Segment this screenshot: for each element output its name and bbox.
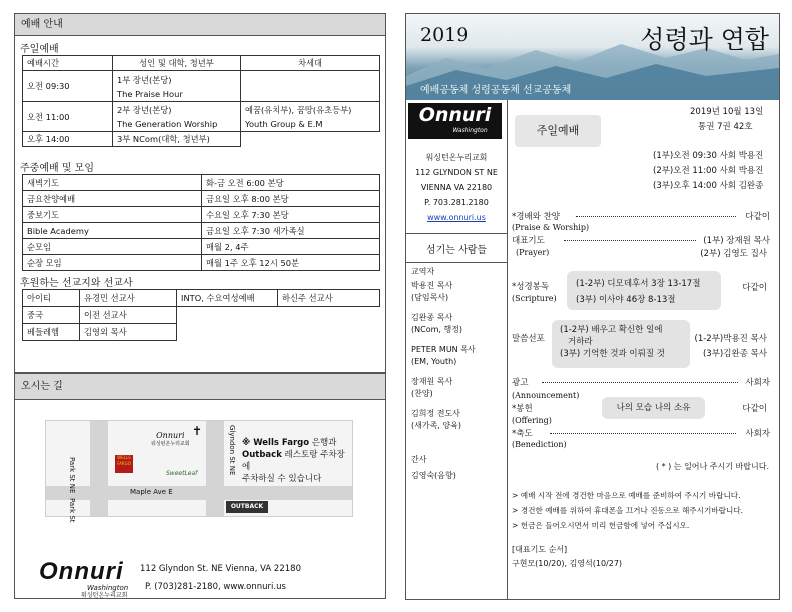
order-benediction-line (512, 427, 770, 439)
church-map-korean: 워싱턴온누리교회 (151, 441, 190, 447)
time-cell: 오후 14:00 (23, 132, 113, 147)
order-scripture-en: (Scripture) (512, 294, 557, 303)
cell-line: 2부 장년(본당) (117, 105, 172, 115)
column-header: 차세대 (241, 56, 380, 71)
meeting-time: 금요일 오후 8:00 본당 (202, 191, 380, 207)
servant-role: (EM, Youth) (411, 357, 457, 366)
sermon-preacher: (3부)김완종 목사 (702, 349, 767, 359)
scripture-box (567, 271, 721, 310)
order-offering-label: *봉헌 (512, 404, 533, 414)
cell-line: The Generation Worship (117, 119, 218, 129)
sermon-line: (3부) 기억한 것과 이뤄질 것 (560, 349, 665, 359)
service-time-line: (3부)오후 14:00 사회 김완종 (653, 181, 764, 191)
banner-year: 2019 (420, 24, 469, 46)
servant-name: 박용진 목사 (411, 281, 453, 290)
missionary-name: 하신주 선교사 (278, 290, 380, 307)
dotted-leader (576, 216, 736, 217)
service-title-box (515, 115, 601, 147)
prayer-order-title: [대표기도 순서] (512, 545, 568, 554)
parking-note-line (242, 437, 352, 449)
order-offering-en: (Offering) (512, 416, 552, 425)
order-announcement-en: (Announcement) (512, 391, 580, 400)
table-row (23, 132, 380, 147)
worship-info-title: 예배 안내 (21, 19, 63, 30)
church-map-name: Onnuri (156, 431, 185, 440)
time-cell: 오전 09:30 (23, 71, 113, 102)
offering-song-box (602, 397, 705, 419)
servants-title: 섬기는 사람들 (425, 245, 488, 256)
order-praise: *경배와 찬양 (512, 212, 561, 222)
notice-line: > 경건한 예배를 위하여 휴대폰을 끄거나 진동으로 해주시기바랍니다. (512, 506, 744, 515)
banner-title: 성령과 연합 (640, 25, 769, 54)
church-address: 112 Glyndon St. NE Vienna, VA 22180 (140, 564, 301, 574)
adult-cell: 3부 NCom(대학, 청년부) (113, 132, 241, 147)
cell-line: 예꿈(유치부), 꿈땅(유초등부) (245, 105, 352, 115)
sermon-box (552, 320, 690, 368)
servant-name: 김완종 목사 (411, 313, 453, 322)
next-gen-cell (241, 102, 380, 132)
servants-divider (406, 262, 507, 263)
empty-cell (278, 324, 380, 341)
order-benediction-text: 축도 (516, 429, 533, 439)
meeting-name: Bible Academy (23, 223, 202, 239)
prayer-order: 구현모(10/20), 김영석(10/27) (512, 559, 623, 568)
order-prayer-who: (2부) 김영도 집사 (700, 249, 767, 259)
meeting-time: 금요일 오후 7:30 새가족실 (202, 223, 380, 239)
wells-fargo-text: WELLS FARGO (117, 455, 131, 466)
sidebar-logo-sub: Washington (452, 127, 488, 134)
bulletin-banner (406, 14, 779, 100)
worship-info-header (15, 14, 385, 36)
scripture-line: (1-2부) 디모데후서 3장 13-17절 (576, 279, 701, 289)
table-row (23, 239, 380, 255)
church-name: 워싱턴온누리교회 (425, 153, 488, 162)
sidebar-logo-text: Onnuri (418, 104, 492, 126)
sermon-preacher: (1-2부)박용진 목사 (694, 334, 767, 344)
outback-logo (226, 501, 268, 513)
servants-divider (406, 233, 507, 234)
onnuri-logo (39, 560, 128, 600)
table-row (23, 223, 380, 239)
service-time-line: (1부)오전 09:30 사회 박용진 (653, 151, 764, 161)
table-row (23, 71, 380, 102)
church-sidebar (406, 100, 508, 599)
notices (512, 488, 743, 533)
table-row (23, 324, 380, 341)
order-prayer-en: (Prayer) (516, 248, 550, 257)
parking-note (242, 437, 352, 485)
order-scripture-who: 다같이 (742, 283, 767, 293)
order-announcement-who: 사회자 (745, 378, 770, 388)
column-header: 예배시간 (23, 56, 113, 71)
meeting-name: 순모임 (23, 239, 202, 255)
park-street-road (90, 421, 108, 516)
cell-line: Youth Group & E.M (245, 119, 323, 129)
meeting-name: 순장 모임 (23, 255, 202, 271)
table-row (23, 102, 380, 132)
glyndon-street-label: Glyndon St NE (228, 425, 236, 476)
order-offering-who: 다같이 (742, 404, 767, 414)
meeting-name: 중보기도 (23, 207, 202, 223)
order-scripture-text: 성경봉독 (516, 282, 550, 292)
weekday-title: 주중예배 및 모임 (20, 163, 94, 174)
order-offering-text: 봉헌 (516, 404, 533, 414)
offering-song: 나의 모습 나의 소유 (616, 403, 691, 413)
meeting-time: 화-금 오전 6:00 본당 (202, 175, 380, 191)
parking-note-line: 주차하실 수 있습니다 (242, 474, 322, 484)
dotted-leader (550, 433, 736, 434)
servant-name: 김영숙(음향) (411, 471, 456, 480)
directions-map (45, 420, 353, 523)
scripture-line: (3부) 이사야 46장 8-13절 (576, 295, 676, 305)
notice-line: > 예배 시작 전에 경건한 마음으로 예배를 준비하여 주시기 바랍니다. (512, 491, 741, 500)
servant-role: 간사 (411, 455, 427, 464)
table-row (23, 175, 380, 191)
mission-table (22, 289, 380, 341)
order-benediction-label: *축도 (512, 429, 533, 439)
worship-info-panel (14, 13, 386, 373)
missionary-name: 김영외 목사 (80, 324, 177, 341)
church-info (406, 150, 507, 225)
order-prayer-who: (1부) 장재원 목사 (703, 236, 770, 246)
banner-subtitle: 예배공동체 성령공동체 선교공동체 (420, 85, 572, 96)
empty-cell (278, 307, 380, 324)
table-row (23, 191, 380, 207)
meeting-name: 금요찬양예배 (23, 191, 202, 207)
directions-title: 오시는 길 (21, 381, 63, 392)
service-time-line: (2부)오전 11:00 사회 박용진 (653, 166, 764, 176)
parking-note-bold: ※ Wells Fargo (242, 438, 310, 448)
cell-line: 1부 장년(본당) (117, 74, 172, 85)
servants-list (411, 266, 476, 482)
dotted-leader (564, 240, 696, 241)
parking-note-line (242, 449, 352, 473)
park-street-label: Park St (68, 498, 76, 523)
directions-panel (14, 373, 386, 599)
order-sermon-label: 말씀선포 (512, 334, 545, 344)
mission-title: 후원하는 선교지와 선교사 (20, 278, 133, 289)
meeting-time: 매월 1주 오후 12시 50분 (202, 255, 380, 271)
servant-name: 장재원 목사 (411, 377, 453, 386)
meeting-time: 수요일 오후 7:30 본당 (202, 207, 380, 223)
mission-country: INTO, 수요여성예배 (177, 290, 278, 307)
sermon-line: 거하라 (568, 337, 593, 347)
onnuri-logo-sub: Washington (87, 584, 129, 592)
cell-line: The Praise Hour (117, 88, 183, 99)
bulletin-panel (405, 13, 780, 600)
church-address-line: VIENNA VA 22180 (420, 183, 493, 192)
table-row (23, 307, 380, 324)
sweetleaf-logo: SweetLeaf (166, 470, 198, 477)
order-prayer-label: 대표기도 (512, 236, 545, 246)
onnuri-logo-korean: 워싱턴온누리교회 (81, 592, 128, 599)
parking-note-text: 레스토랑 주차장에 (242, 450, 345, 472)
church-contact: P. (703)281-2180, www.onnuri.us (145, 582, 286, 592)
order-announcement-label: 광고 (512, 378, 529, 388)
order-benediction-who: 사회자 (745, 429, 770, 439)
table-row (23, 290, 380, 307)
table-row (23, 56, 380, 71)
bulletin-volume: 통권 7권 42호 (698, 122, 753, 132)
sunday-table (22, 55, 380, 147)
order-praise-label: 경배와 찬양 (516, 212, 561, 222)
directions-header (15, 374, 385, 400)
church-address-line: 112 GLYNDON ST NE (415, 168, 498, 177)
stand-note: ( * ) 는 일어나 주시기 바랍니다. (655, 462, 769, 471)
table-row (23, 255, 380, 271)
time-cell: 오전 11:00 (23, 102, 113, 132)
table-row (23, 207, 380, 223)
mission-country: 아이티 (23, 290, 80, 307)
notice-line: > 헌금은 들어오시면서 미리 헌금함에 넣어 주십시오. (512, 521, 690, 530)
next-gen-cell (241, 132, 380, 147)
order-praise-en: (Praise & Worship) (512, 223, 590, 232)
servant-role: (새가족, 양육) (411, 421, 461, 430)
missionary-name: 유경민 선교사 (80, 290, 177, 307)
parking-note-bold: Outback (242, 450, 282, 460)
empty-cell (177, 324, 278, 341)
service-title: 주일예배 (536, 124, 580, 137)
meeting-name: 새벽기도 (23, 175, 202, 191)
order-benediction-en: (Benediction) (512, 440, 567, 449)
order-praise-line (512, 210, 770, 222)
park-street-label: Park St NE (68, 457, 76, 494)
onnuri-logo-text: Onnuri (39, 558, 124, 585)
church-map-marker (151, 431, 190, 447)
mission-country: 중국 (23, 307, 80, 324)
servant-name: 김희정 전도사 (411, 409, 460, 418)
meeting-time: 매월 2, 4주 (202, 239, 380, 255)
order-scripture-label: *성경봉독 (512, 282, 550, 292)
next-gen-cell (241, 71, 380, 102)
maple-avenue-road (46, 486, 352, 500)
sermon-line: (1-2부) 배우고 확신한 일에 (560, 325, 663, 335)
sunday-title: 주일예배 (20, 44, 59, 55)
bulletin-date: 2019년 10월 13일 (690, 107, 764, 117)
church-website-link[interactable]: www.onnuri.us (427, 213, 486, 222)
dotted-leader (542, 382, 738, 383)
cross-icon: ✝ (192, 424, 203, 438)
servant-name: PETER MUN 목사 (411, 345, 476, 354)
order-prayer-line (512, 234, 770, 246)
empty-cell (177, 307, 278, 324)
servant-role: (찬양) (411, 389, 433, 398)
outback-text: OUTBACK (230, 503, 264, 510)
weekday-table (22, 174, 380, 271)
maple-avenue-label: Maple Ave E (130, 488, 173, 496)
parking-note-text: 은행과 (309, 438, 337, 448)
adult-cell (113, 102, 241, 132)
order-announcement-line (512, 376, 770, 388)
adult-cell (113, 71, 241, 102)
sidebar-logo (408, 103, 502, 139)
service-times (653, 149, 763, 194)
glyndon-street-road (206, 421, 224, 516)
servant-role: (담임목사) (411, 293, 449, 302)
order-praise-who: 다같이 (745, 212, 770, 222)
church-phone: P. 703.281.2180 (424, 198, 489, 207)
mission-country: 베들레헴 (23, 324, 80, 341)
column-header: 성인 및 대학, 청년부 (113, 56, 241, 71)
missionary-name: 이전 선교사 (80, 307, 177, 324)
servant-role: 교역자 (411, 267, 435, 276)
servant-role: (NCom, 행정) (411, 325, 463, 334)
wells-fargo-logo (115, 455, 133, 473)
